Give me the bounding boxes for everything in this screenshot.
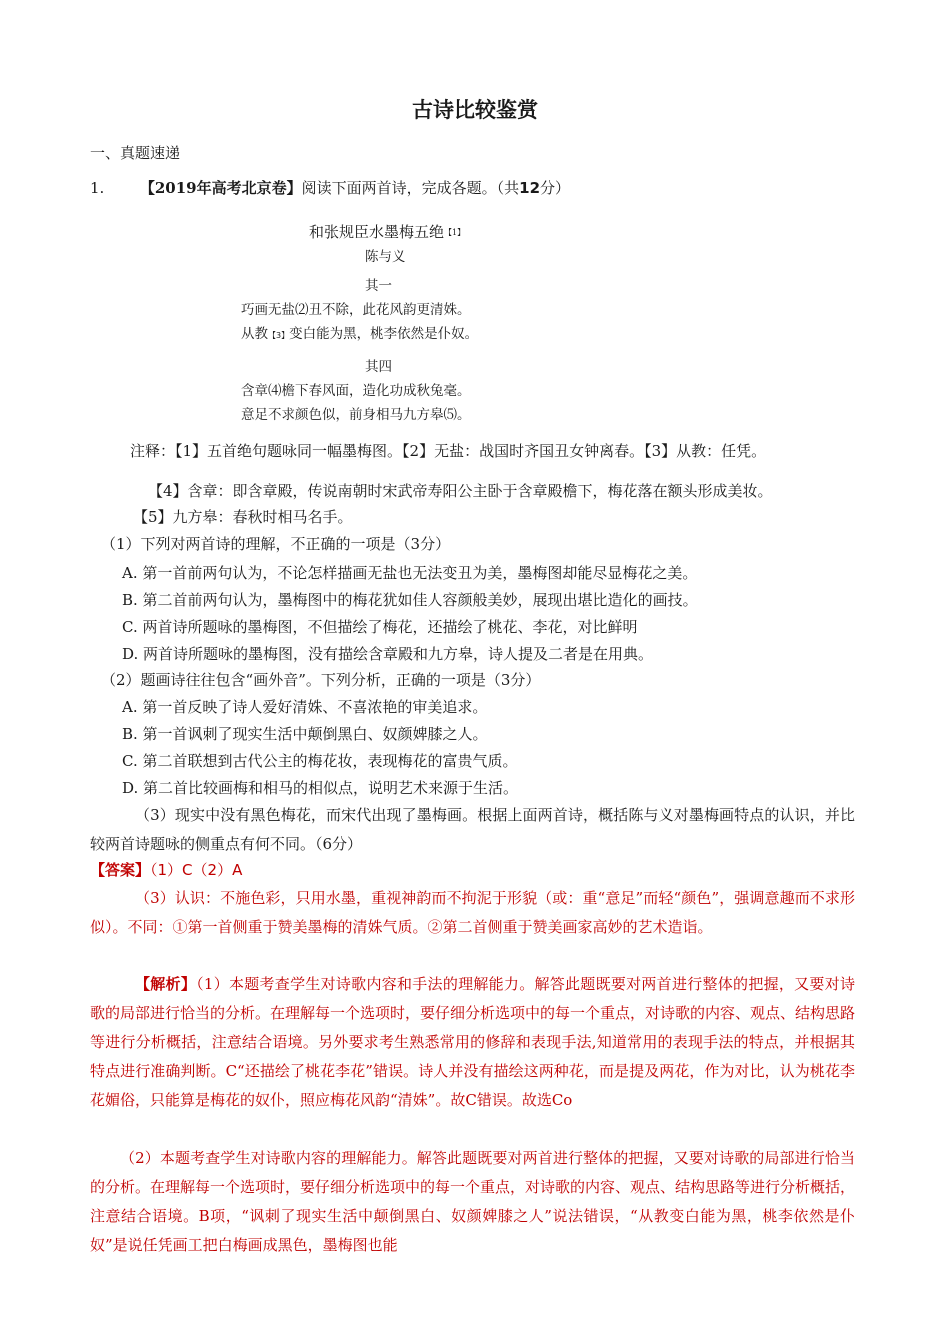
q1-option-b: B. 第二首前两句认为，墨梅图中的梅花犹如佳人容颜般美妙，展现出堪比造化的画技。 — [122, 591, 698, 609]
analysis-label: 【解析】 — [135, 975, 197, 993]
note-line-2: 【4】含章：即含章殿，传说南朝时宋武帝寿阳公主卧于含章殿檐下，梅花落在额头形成美妆。 — [148, 482, 773, 500]
section-heading: 一、真题速递 — [90, 144, 181, 162]
q1-stem: （1）下列对两首诗的理解，不正确的一项是（3分） — [101, 535, 451, 553]
poem-line-text: 变白能为黑，桃李依然是仆奴。 — [289, 326, 479, 342]
question-header — [90, 178, 570, 198]
q2-option-d: D. 第二首比较画梅和相马的相似点，说明艺术来源于生活。 — [122, 779, 519, 797]
note-line-1: 注释：【1】五首绝句题咏同一幅墨梅图。【2】无盐：战国时齐国丑女钟离春。【3】从教：任凭。 — [130, 442, 767, 460]
analysis-part1 — [90, 970, 855, 1115]
poem-part1-line2 — [241, 324, 478, 346]
q1-option-d: D. 两首诗所题咏的墨梅图，没有描绘含章殿和九方皋，诗人提及二者是在用典。 — [122, 645, 654, 663]
poem-part2-line1: 含章⑷檐下春风面，造化功成秋兔毫。 — [241, 383, 471, 399]
poem-line-note: 【3】 — [268, 331, 290, 340]
poem-part1-line1: 巧画无盐⑵丑不除，此花风韵更清姝。 — [241, 302, 471, 318]
analysis-part2: （2）本题考查学生对诗歌内容的理解能力。解答此题既要对两首进行整体的把握，又要对诗歌的局部进行恰当的分析。在理解每一个选项时，要仔细分析选项中的每一个重点，对诗歌的内容、观点、结构思路等进行分析概括，注意结合语境。B项，“讽刺了现实生活中颠倒黑白、奴颜婢膝之人”说法错误，“从教变白能为黑，桃李依然是仆奴”是说任凭画工把白梅画成黑色，墨梅图也能 — [90, 1149, 856, 1254]
q2-option-b: B. 第一首讽刺了现实生活中颠倒黑白、奴颜婢膝之人。 — [122, 725, 488, 743]
q1-option-a: A. 第一首前两句认为，不论怎样描画无盐也无法变丑为美，墨梅图却能尽显梅花之美。 — [122, 564, 698, 582]
q3-text: （3）现实中没有黑色梅花，而宋代出现了墨梅画。根据上面两首诗，概括陈与义对墨梅画特点的认识，并比较两首诗题咏的侧重点有何不同。（6分） — [90, 806, 855, 853]
question-points: 12 — [519, 179, 541, 197]
question-prompt: 阅读下面两首诗，完成各题。（共 — [301, 179, 520, 197]
poem-title-note: 【1】 — [444, 228, 466, 237]
analysis-part1-text: （1）本题考查学生对诗歌内容和手法的理解能力。解答此题既要对两首进行整体的把握，又要对诗歌的局部进行恰当的分析。在理解每一个选项时，要仔细分析选项中的每一个重点，对诗歌的内容、观点、结构思路等进行分析概括，注意结合语境。另外要求考生熟悉常用的修辞和表现手法,知道常用的表现手法的特点，并根据其特点进行准确判断。C“还描绘了桃花李花”错误。诗人并没有描绘这两种花，而是提及两花，作为对比，认为桃花李花媚俗，只能算是梅花的奴仆，照应梅花风韵“清姝”。故C错误。故选Co — [90, 975, 856, 1109]
poem-part2-line2: 意足不求颜色似，前身相马九方皋⑸。 — [241, 407, 471, 423]
poem-title — [309, 222, 465, 243]
poem-author: 陈与义 — [365, 249, 406, 265]
q1-option-c: C. 两首诗所题咏的墨梅图，不但描绘了梅花，还描绘了桃花、李花，对比鲜明 — [122, 618, 638, 636]
q2-stem: （2）题画诗往往包含“画外音”。下列分析，正确的一项是（3分） — [101, 671, 541, 689]
q2-option-c: C. 第二首联想到古代公主的梅花妆，表现梅花的富贵气质。 — [122, 752, 518, 770]
answer-line — [90, 860, 242, 880]
answer-label: 【答案】 — [90, 861, 151, 879]
page-title: 古诗比较鉴赏 — [412, 98, 538, 122]
question-source: 【2019年高考北京卷】 — [139, 179, 302, 197]
answer-part3: （3）认识：不施色彩，只用水墨，重视神韵而不拘泥于形貌（或：重“意足”而轻“颜色”，强调意趣而不求形似）。不同：①第一首侧重于赞美墨梅的清姝气质。②第二首侧重于赞美画家高妙的艺术造诣。 — [90, 889, 855, 936]
poem-part1-heading: 其一 — [365, 278, 392, 294]
poem-title-text: 和张规臣水墨梅五绝 — [309, 223, 445, 241]
poem-line-text: 从教 — [241, 326, 268, 342]
q2-option-a: A. 第一首反映了诗人爱好清姝、不喜浓艳的审美追求。 — [122, 698, 488, 716]
question-prompt-end: 分） — [540, 179, 571, 197]
answer-short: （1）C（2）A — [150, 861, 243, 879]
note-line-3: 【5】九方皋：春秋时相马名手。 — [133, 508, 353, 526]
poem-part2-heading: 其四 — [365, 359, 392, 375]
question-number: 1. — [90, 179, 105, 197]
